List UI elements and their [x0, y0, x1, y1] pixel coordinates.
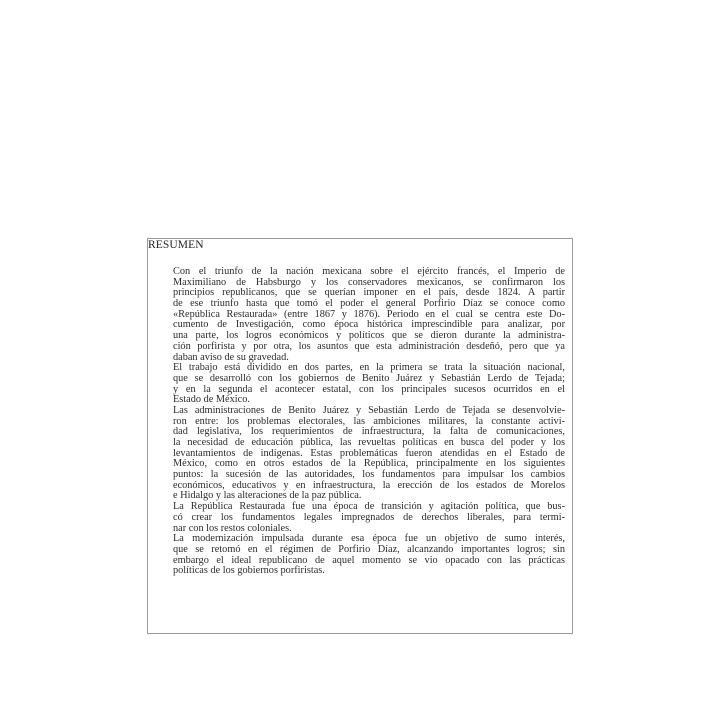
- abstract-line: nar con los restos coloniales.: [173, 522, 292, 534]
- abstract-line: «República Restaurada» (entre 1867 y 1876). Periodo en el cual se centra este Do-: [173, 308, 565, 320]
- abstract-line: có crear los fundamentos legales impregnados de derechos liberales, para termi-: [173, 511, 565, 523]
- abstract-line: la necesidad de educación pública, las revueltas políticas en busca del poder y los: [173, 437, 565, 448]
- abstract-line: de ese triunfo hasta que tomó el poder el general Porfirio Díaz se conoce como: [173, 298, 565, 310]
- abstract-line: Estado de México.: [173, 394, 250, 406]
- abstract-line: que se retomó en el régimen de Porfirio Díaz, alcanzando importantes logros; sin: [173, 543, 565, 555]
- abstract-line: y en la segunda el acontecer estatal, con los principales sucesos ocurridos en el: [173, 383, 565, 395]
- abstract-line: levantamientos de indígenas. Estas problemáticas fueron atendidas en el Estado de: [173, 447, 565, 459]
- abstract-line: principios republicanos, que se querían imponer en el país, desde 1824. A partir: [173, 287, 565, 299]
- abstract-line: e Hidalgo y las alteraciones de la paz pública.: [173, 490, 362, 502]
- abstract-line: La modernización impulsada durante esa época fue un objetivo de sumo interés,: [173, 533, 565, 545]
- abstract-body: [173, 267, 565, 577]
- abstract-line: Maximiliano de Habsburgo y los conservadores mexicanos, se confirmaron los: [173, 276, 565, 288]
- abstract-line: Con el triunfo de la nación mexicana sobre el ejército francés, el Imperio de: [173, 266, 565, 277]
- abstract-line: una parte, los logros económicos y políticos que se dieron durante la administra-: [173, 330, 565, 342]
- abstract-line: económicos, educativos y en infraestructura, la erección de los estados de Morelos: [173, 479, 565, 491]
- abstract-line: El trabajo está dividido en dos partes, en la primera se trata la situación nacional,: [173, 362, 565, 374]
- abstract-line: puntos: la sucesión de las autoridades, los fundamentos para impulsar los cambios: [173, 469, 565, 481]
- abstract-line: políticas de los gobiernos porfiristas.: [173, 565, 325, 577]
- abstract-line: dad legislativa, los requerimientos de infraestructura, la falta de comunicaciones,: [173, 426, 565, 438]
- abstract-line: daban aviso de su gravedad.: [173, 351, 289, 363]
- abstract-box: [147, 238, 573, 634]
- abstract-line: La República Restaurada fue una época de transición y agitación política, que bus-: [173, 501, 565, 513]
- abstract-heading: RESUMEN: [148, 239, 204, 251]
- abstract-line: Las administraciones de Benito Juárez y Sebastián Lerdo de Tejada se desenvolvie-: [173, 404, 565, 416]
- abstract-line: México, como en otros estados de la República, principalmente en los siguientes: [173, 458, 565, 470]
- abstract-line: ción porfirista y por otra, los asuntos que esta administración desdeñó, pero que ya: [173, 340, 565, 352]
- abstract-line: que se desarrolló con los gobiernos de Benito Juárez y Sebastián Lerdo de Tejada;: [173, 372, 565, 384]
- abstract-line: ron entre: los problemas electorales, las ambiciones militares, la constante activi-: [173, 415, 565, 427]
- abstract-line: embargo el ideal republicano de aquel momento se vio opacado con las prácticas: [173, 554, 565, 566]
- abstract-line: cumento de Investigación, como época histórica imprescindible para analizar, por: [173, 319, 565, 331]
